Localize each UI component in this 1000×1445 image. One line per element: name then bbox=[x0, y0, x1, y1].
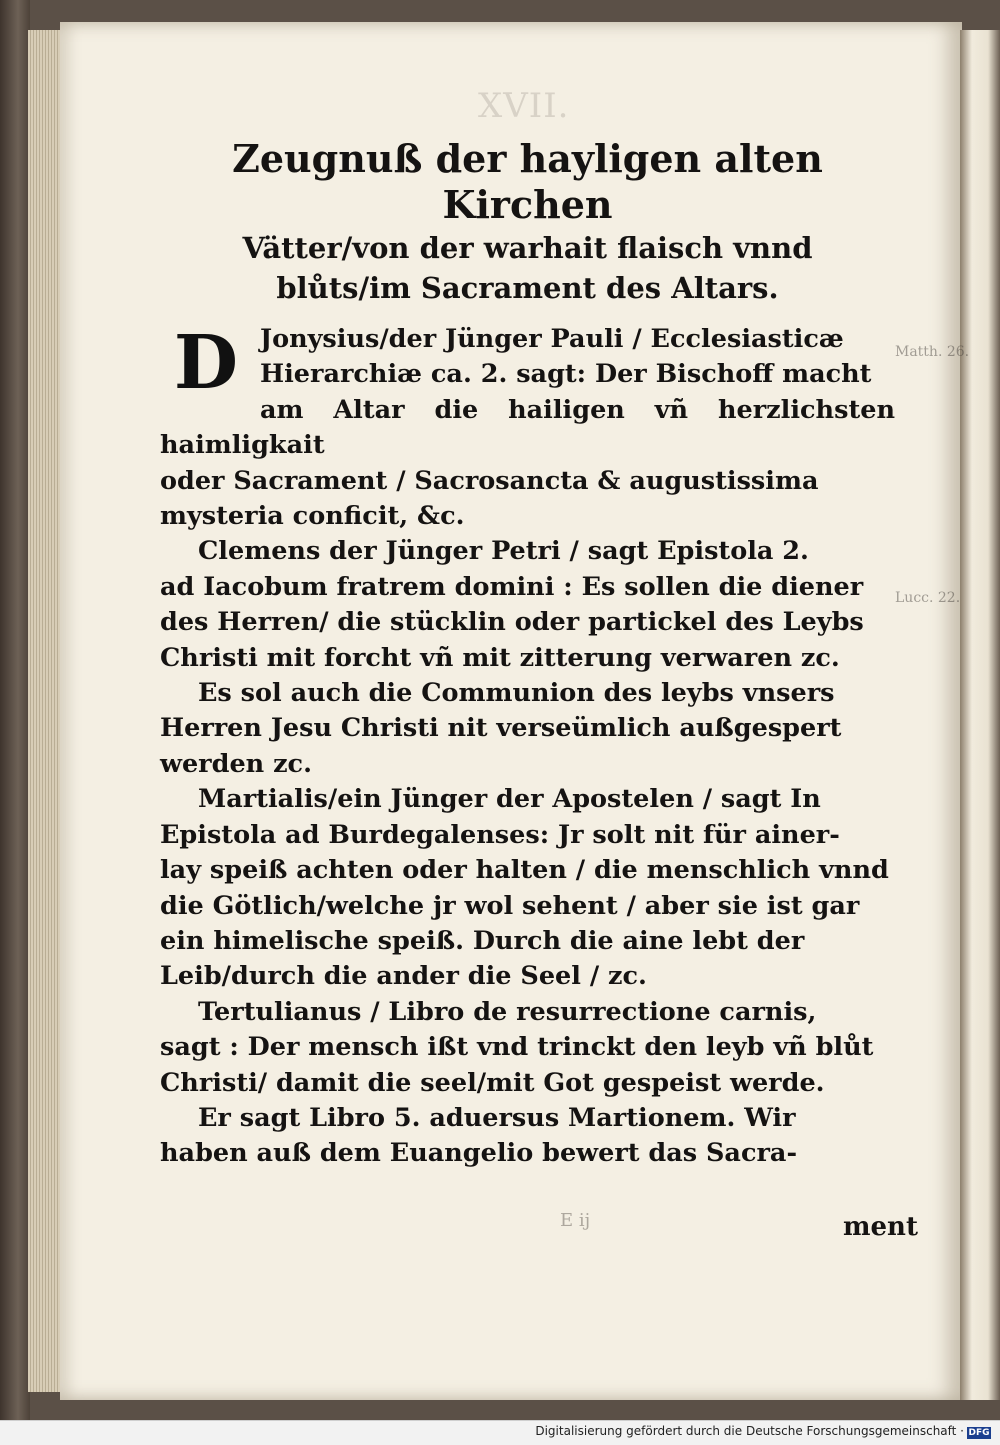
catchword: ment bbox=[843, 1212, 918, 1242]
text-line: oder Sacrament / Sacrosancta & augustissima bbox=[160, 465, 819, 496]
text-line: des Herren/ die stücklin oder partickel des Leybs bbox=[160, 607, 864, 638]
signature-mark: E ij bbox=[560, 1210, 591, 1231]
text-line: Christi/ damit die seel/mit Got gespeist werde. bbox=[160, 1067, 825, 1098]
text-line: Epistola ad Burdegalenses: Jr solt nit für ainer- bbox=[160, 819, 840, 850]
text-line: die Götlich/welche jr wol sehent / aber sie ist gar bbox=[160, 890, 860, 921]
drop-capital: D bbox=[173, 320, 239, 406]
text-line: ad Iacobum fratrem domini : Es sollen die diener bbox=[160, 571, 864, 602]
heading-line-2: Vätter/von der warhait flaisch vnnd bbox=[242, 231, 813, 265]
text-line: Hierarchiæ ca. 2. sagt: Der Bischoff macht bbox=[260, 359, 872, 390]
text-line: Martialis/ein Jünger der Apostelen / sagt In bbox=[198, 784, 821, 815]
paragraph-martionem bbox=[160, 1101, 895, 1172]
text-line: am Altar die hailigen vñ herzlichsten haimligkait bbox=[160, 394, 895, 461]
text-line: Leib/durch die ander die Seel / zc. bbox=[160, 961, 647, 992]
heading-line-3: blůts/im Sacrament des Altars. bbox=[276, 271, 779, 305]
dfg-logo: DFG bbox=[968, 1428, 990, 1438]
heading-line-1: Zeugnuß der hayligen alten Kirchen bbox=[232, 136, 823, 227]
page-stack-edge bbox=[28, 30, 64, 1392]
paragraph-martialis bbox=[160, 782, 895, 994]
text-line: Herren Jesu Christi nit verseümlich außgespert bbox=[160, 713, 842, 744]
text-line: Christi mit forcht vñ mit zitterung verwaren zc. bbox=[160, 642, 840, 673]
facing-page-edge bbox=[960, 30, 1000, 1400]
page-text-block bbox=[160, 130, 895, 1172]
text-line: Es sol auch die Communion des leybs vnsers bbox=[198, 678, 835, 709]
funding-credit: Digitalisierung gefördert durch die Deutsche Forschungsgemeinschaft · bbox=[535, 1424, 964, 1438]
text-line: Er sagt Libro 5. aduersus Martionem. Wir bbox=[198, 1102, 796, 1133]
margin-note-2: Lucc. 22. bbox=[895, 590, 961, 606]
text-line: werden zc. bbox=[160, 748, 312, 779]
text-line: haben auß dem Euangelio bewert das Sacra- bbox=[160, 1138, 798, 1169]
margin-note-1: Matth. 26. bbox=[895, 344, 970, 360]
bleed-through-folio: XVII. bbox=[478, 86, 570, 126]
paragraph-tertulianus bbox=[160, 995, 895, 1101]
text-line: ein himelische speiß. Durch die aine lebt der bbox=[160, 925, 805, 956]
binding-spine bbox=[0, 0, 30, 1420]
text-line: Tertulianus / Libro de resurrectione carnis, bbox=[198, 996, 817, 1027]
text-line: Clemens der Jünger Petri / sagt Epistola 2. bbox=[198, 536, 809, 567]
paragraph-clemens bbox=[160, 534, 895, 676]
text-line: lay speiß achten oder halten / die menschlich vnnd bbox=[160, 855, 889, 886]
text-line: sagt : Der mensch ißt vnd trinckt den leyb vñ blůt bbox=[160, 1032, 874, 1063]
text-line: mysteria conficit, &c. bbox=[160, 501, 465, 532]
paragraph-communion bbox=[160, 676, 895, 782]
text-line: Jonysius/der Jünger Pauli / Ecclesiasticæ bbox=[260, 324, 844, 354]
paragraph-dionysius bbox=[160, 322, 895, 534]
